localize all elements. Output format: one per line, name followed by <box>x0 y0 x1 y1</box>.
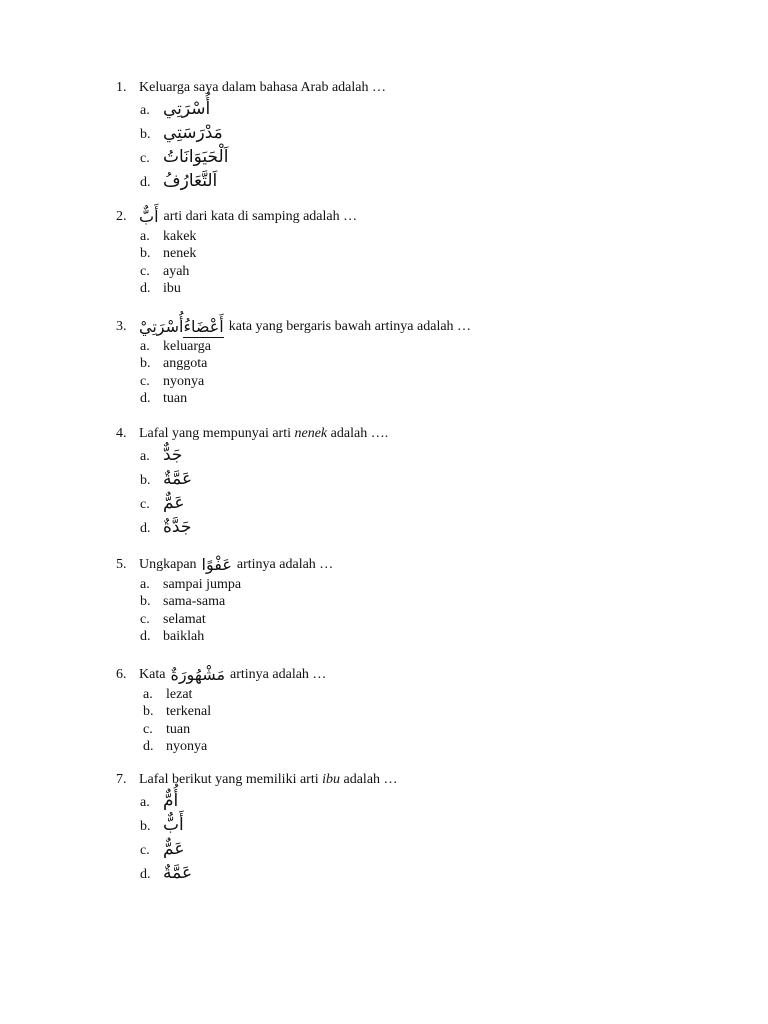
option-d <box>116 517 736 541</box>
question-6 <box>116 665 736 756</box>
option-a <box>116 686 736 703</box>
option-letter: a. <box>140 795 150 810</box>
question-arabic-word: أَبٌّ <box>139 206 159 226</box>
option-letter: d. <box>140 629 151 645</box>
option-d <box>116 390 736 407</box>
option-letter: c. <box>140 843 150 858</box>
option-arabic-text: مَدْرَسَتِي <box>163 123 223 143</box>
option-c <box>116 263 736 280</box>
option-text: ibu <box>163 281 181 297</box>
option-c <box>116 493 736 517</box>
option-b <box>116 469 736 493</box>
options-list <box>116 576 736 646</box>
option-text: sampai jumpa <box>163 577 242 592</box>
option-letter: d. <box>143 739 154 755</box>
option-letter: a. <box>140 577 150 592</box>
question-5 <box>116 555 736 646</box>
option-arabic-text: جَدَّةٌ <box>163 517 192 537</box>
question-stem <box>116 424 736 444</box>
question-text-after: artinya adalah … <box>236 557 334 572</box>
question-number: 6. <box>116 667 127 682</box>
option-letter: c. <box>140 151 150 166</box>
option-letter: a. <box>140 229 150 244</box>
option-a <box>116 445 736 469</box>
question-number: 2. <box>116 209 127 224</box>
question-stem <box>116 317 736 337</box>
option-letter: c. <box>143 721 153 737</box>
option-arabic-text: عَمٌّ <box>163 493 185 513</box>
options-list <box>116 228 736 298</box>
option-text: anggota <box>163 356 208 372</box>
option-arabic-text: اَلْحَيَوَانَاتُ <box>163 147 229 167</box>
option-a <box>116 791 736 815</box>
question-italic-word: nenek <box>294 426 328 441</box>
question-4 <box>116 424 736 541</box>
option-c <box>116 611 736 628</box>
option-letter: d. <box>140 281 151 297</box>
option-d <box>116 628 736 645</box>
option-a <box>116 99 736 123</box>
option-letter: b. <box>140 127 151 142</box>
option-letter: c. <box>140 497 150 512</box>
option-letter: b. <box>140 819 151 834</box>
option-letter: c. <box>140 263 150 279</box>
option-letter: c. <box>140 611 150 627</box>
option-d <box>116 171 736 195</box>
option-c <box>116 839 736 863</box>
option-a <box>116 576 736 593</box>
option-text: nyonya <box>166 739 208 755</box>
option-a <box>116 228 736 245</box>
option-d <box>116 738 736 755</box>
option-b <box>116 703 736 720</box>
option-text: tuan <box>163 391 188 407</box>
question-text-before: Lafal berikut yang memiliki arti <box>139 772 319 787</box>
option-arabic-text: عَمَّةٌ <box>163 863 193 883</box>
option-text: terkenal <box>166 704 212 720</box>
option-letter: d. <box>140 521 151 536</box>
question-2 <box>116 207 736 298</box>
option-arabic-text: اَلتَّعَارُفُ <box>163 171 218 191</box>
option-c <box>116 147 736 171</box>
option-letter: b. <box>140 356 151 372</box>
option-text: ayah <box>163 263 190 279</box>
options-list <box>116 791 736 887</box>
question-number: 3. <box>116 319 127 334</box>
question-stem <box>116 555 736 575</box>
option-letter: b. <box>140 246 151 262</box>
option-b <box>116 593 736 610</box>
question-text-after: artinya adalah … <box>230 667 327 682</box>
option-text: tuan <box>166 721 191 737</box>
question-arabic-phrase <box>139 318 224 336</box>
option-arabic-text: أُسْرَتِي <box>163 99 211 119</box>
option-arabic-text: أَبٌّ <box>163 815 184 835</box>
question-text-before: Lafal yang mempunyai arti <box>139 426 291 441</box>
option-text: kakek <box>163 229 197 244</box>
options-list <box>116 338 736 408</box>
question-stem <box>116 207 736 227</box>
option-text: nenek <box>163 246 197 262</box>
arabic-word: أُسْرَتِيْ <box>139 316 184 336</box>
question-1 <box>116 78 736 195</box>
question-italic-word: ibu <box>322 772 340 787</box>
question-text-before: Ungkapan <box>139 557 197 572</box>
option-text: keluarga <box>163 339 211 354</box>
question-number: 4. <box>116 426 127 441</box>
option-b <box>116 245 736 262</box>
option-text: nyonya <box>163 373 205 389</box>
question-arabic-word: عَفْوًا <box>201 554 232 574</box>
option-arabic-text: عَمٌّ <box>163 839 185 859</box>
option-c <box>116 721 736 738</box>
question-arabic-word: مَشْهُورَةٌ <box>170 664 226 684</box>
option-text: selamat <box>163 611 206 627</box>
question-3 <box>116 317 736 408</box>
question-stem <box>116 78 736 98</box>
underlined-arabic-word: أَعْضَاءُ <box>183 316 224 336</box>
question-text: Keluarga saya dalam bahasa Arab adalah … <box>139 80 386 95</box>
option-b <box>116 815 736 839</box>
options-list <box>116 445 736 541</box>
option-letter: a. <box>143 687 153 702</box>
option-letter: b. <box>143 704 154 720</box>
option-arabic-text: جَدٌّ <box>163 445 183 465</box>
option-c <box>116 373 736 390</box>
option-letter: d. <box>140 391 151 407</box>
option-b <box>116 355 736 372</box>
question-stem <box>116 665 736 685</box>
option-letter: a. <box>140 449 150 464</box>
question-7 <box>116 770 736 887</box>
option-arabic-text: أُمٌّ <box>163 791 179 811</box>
options-list <box>116 686 736 756</box>
question-number: 7. <box>116 772 127 787</box>
option-letter: b. <box>140 594 151 610</box>
options-list <box>116 99 736 195</box>
option-letter: a. <box>140 339 150 354</box>
option-arabic-text: عَمَّةٌ <box>163 469 193 489</box>
question-text-after: adalah … <box>343 772 398 787</box>
option-letter: d. <box>140 867 151 882</box>
question-text-after: adalah …. <box>330 426 389 441</box>
question-stem <box>116 770 736 790</box>
question-number: 1. <box>116 80 127 95</box>
option-a <box>116 338 736 355</box>
question-number: 5. <box>116 557 127 572</box>
option-letter: b. <box>140 473 151 488</box>
option-letter: a. <box>140 103 150 118</box>
option-letter: c. <box>140 373 150 389</box>
option-d <box>116 863 736 887</box>
option-d <box>116 280 736 297</box>
option-letter: d. <box>140 175 151 190</box>
question-text: arti dari kata di samping adalah … <box>163 209 358 224</box>
option-text: sama-sama <box>163 594 226 610</box>
option-text: lezat <box>166 687 193 702</box>
question-text: kata yang bergaris bawah artinya adalah … <box>228 319 472 334</box>
option-b <box>116 123 736 147</box>
question-text-before: Kata <box>139 667 166 682</box>
option-text: baiklah <box>163 629 205 645</box>
